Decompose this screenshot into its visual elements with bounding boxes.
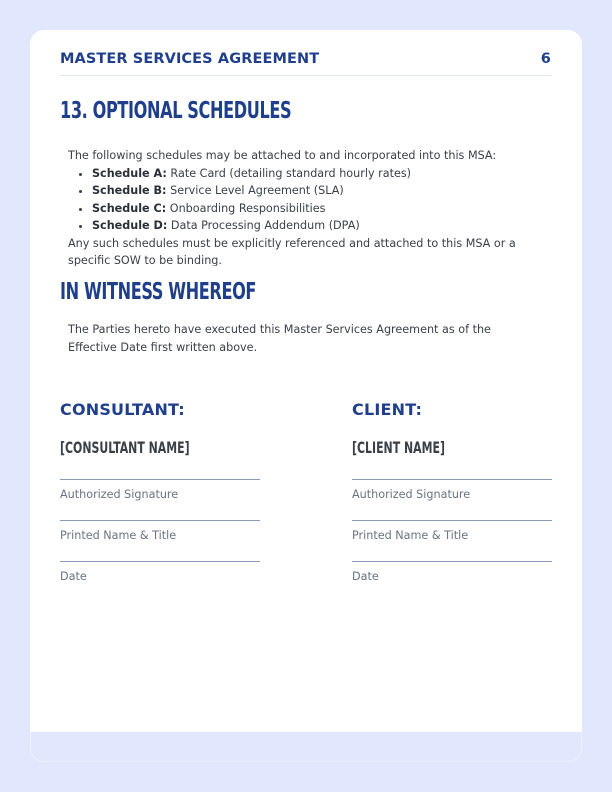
schedule-text: Data Processing Addendum (DPA) [167, 219, 360, 232]
schedules-closing: Any such schedules must be explicitly referenced and attached to this MSA or a specific SOW to be binding. [68, 236, 516, 266]
schedule-text: Onboarding Responsibilities [166, 201, 326, 215]
schedule-item [92, 200, 538, 218]
client-printed-name-line[interactable]: Printed Name & Title [352, 520, 552, 561]
schedule-item [92, 182, 538, 200]
schedule-text: Rate Card (detailing standard hourly rates) [166, 166, 412, 180]
client-name: [CLIENT NAME] [352, 438, 445, 457]
consultant-party-label: CONSULTANT: [60, 400, 185, 419]
section-13-body [68, 147, 538, 266]
schedule-label: Schedule A: [92, 166, 167, 180]
page-number: 6 [540, 51, 551, 67]
consultant-signature-line[interactable]: Authorized Signature [60, 479, 260, 520]
consultant-printed-name-line[interactable]: Printed Name & Title [60, 520, 260, 561]
client-signature-line[interactable]: Authorized Signature [352, 479, 552, 520]
consultant-date-line[interactable]: Date [60, 561, 260, 602]
schedules-intro: The following schedules may be attached to and incorporated into this MSA: [68, 149, 497, 162]
schedule-text: Service Level Agreement (SLA) [166, 184, 344, 197]
document-title: MASTER SERVICES AGREEMENT [60, 51, 320, 67]
schedule-label: Schedule C: [92, 201, 167, 215]
section-heading-witness: IN WITNESS WHEREOF [60, 279, 257, 305]
schedule-item [92, 165, 538, 183]
client-signature-block [352, 400, 552, 602]
schedule-item [92, 217, 538, 235]
witness-text: The Parties hereto have executed this Master Services Agreement as of the Effective Date first written above. [68, 323, 491, 354]
section-heading-optional-schedules: 13. OPTIONAL SCHEDULES [60, 98, 292, 124]
schedule-label: Schedule D: [92, 219, 168, 232]
consultant-signature-block [60, 400, 260, 602]
document-page [30, 30, 582, 732]
page-header [60, 50, 551, 76]
schedule-list [68, 165, 538, 235]
schedule-label: Schedule B: [92, 184, 167, 197]
client-party-label: CLIENT: [352, 400, 423, 419]
client-date-line[interactable]: Date [352, 561, 552, 602]
consultant-name: [CONSULTANT NAME] [60, 438, 190, 457]
